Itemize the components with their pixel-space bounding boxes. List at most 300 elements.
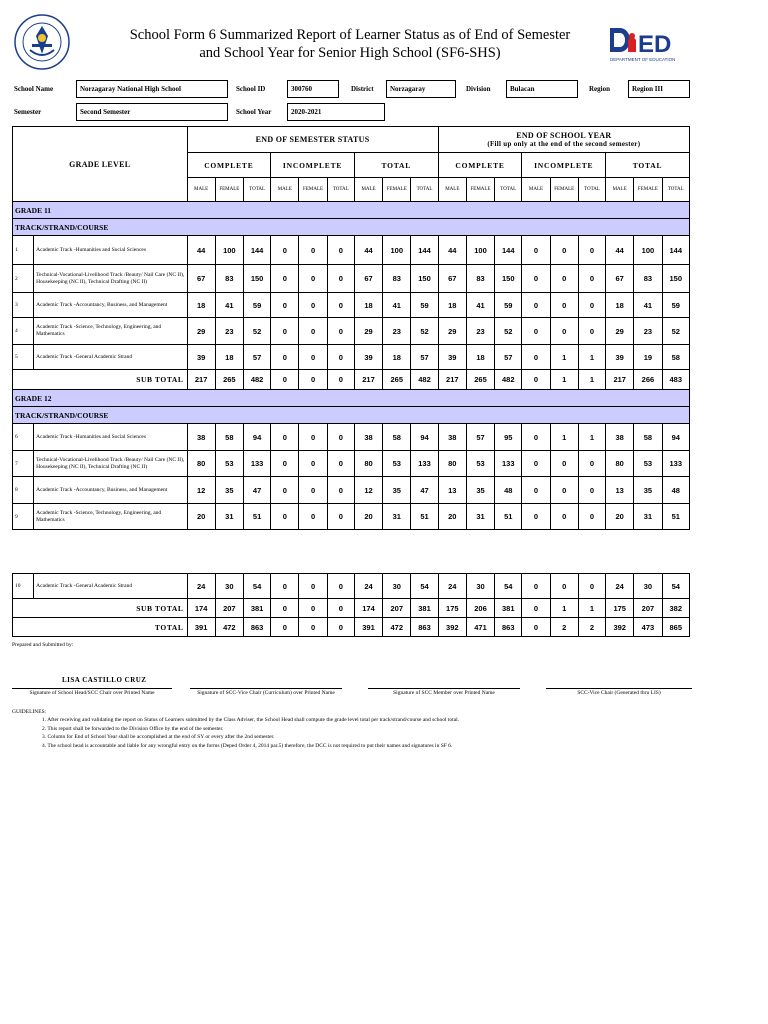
track-name: Academic Track -Humanities and Social Sciences (34, 236, 187, 265)
total-cell: 863 (495, 618, 522, 637)
count-cell[interactable]: 94 (243, 424, 270, 451)
count-cell[interactable]: 80 (354, 451, 382, 477)
count-cell[interactable]: 53 (215, 451, 243, 477)
track-name: Technical-Vocational-Livelihood Track /Beauty/ Nail Care (NC II), Housekeeping (NC II), Technical Drafting (NC II) (34, 265, 187, 293)
total-cell: 207 (383, 599, 411, 618)
count-cell[interactable]: 100 (466, 236, 494, 265)
count-cell[interactable]: 0 (522, 318, 550, 345)
school-id-field[interactable]: 300760 (287, 80, 339, 98)
count-cell[interactable]: 52 (243, 318, 270, 345)
count-cell[interactable]: 0 (299, 293, 327, 318)
count-cell[interactable]: 18 (215, 345, 243, 370)
male-header: MALE (438, 178, 466, 202)
count-cell[interactable]: 100 (634, 236, 662, 265)
row-number: 5 (13, 345, 34, 370)
count-cell[interactable]: 0 (578, 318, 605, 345)
count-cell[interactable]: 0 (550, 236, 578, 265)
total-cell: 0 (271, 370, 299, 390)
count-cell[interactable]: 0 (522, 424, 550, 451)
signatory-name: LISA CASTILLO CRUZ (62, 676, 147, 684)
count-cell[interactable]: 0 (550, 318, 578, 345)
count-cell[interactable]: 20 (438, 504, 466, 530)
count-cell[interactable]: 83 (383, 265, 411, 293)
count-cell[interactable]: 150 (243, 265, 270, 293)
count-cell[interactable]: 38 (354, 424, 382, 451)
guideline-item: 2. This report shall be forwarded to the Division Office by the end of the semester. (42, 725, 224, 732)
count-cell[interactable]: 0 (522, 236, 550, 265)
count-cell[interactable]: 0 (578, 265, 605, 293)
count-cell[interactable]: 20 (187, 504, 215, 530)
count-cell[interactable]: 31 (215, 504, 243, 530)
count-cell[interactable]: 35 (466, 477, 494, 504)
count-cell[interactable]: 1 (578, 345, 605, 370)
total-cell: 0 (271, 618, 299, 637)
count-cell[interactable]: 58 (634, 424, 662, 451)
total-cell: 472 (383, 618, 411, 637)
count-cell[interactable]: 0 (299, 477, 327, 504)
count-cell[interactable]: 83 (215, 265, 243, 293)
total-cell: 217 (438, 370, 466, 390)
count-cell[interactable]: 18 (354, 293, 382, 318)
track-name: Academic Track -Science, Technology, Engineering, and Mathematics (34, 504, 187, 530)
count-cell[interactable]: 0 (299, 318, 327, 345)
total-cell: 265 (215, 370, 243, 390)
count-cell[interactable]: 54 (495, 574, 522, 599)
region-label: Region (589, 85, 610, 93)
count-cell[interactable]: 0 (327, 574, 354, 599)
count-cell[interactable]: 30 (466, 574, 494, 599)
count-cell[interactable]: 39 (187, 345, 215, 370)
total-cell: 207 (215, 599, 243, 618)
count-cell[interactable]: 53 (383, 451, 411, 477)
count-cell[interactable]: 0 (327, 265, 354, 293)
total-cell: 174 (354, 599, 382, 618)
total-header: TOTAL (662, 178, 689, 202)
row-number: 2 (13, 265, 34, 293)
school-year-field[interactable]: 2020-2021 (287, 103, 385, 121)
count-cell[interactable]: 31 (634, 504, 662, 530)
signature-line-3 (368, 688, 520, 689)
count-cell[interactable]: 80 (187, 451, 215, 477)
title-line-1: School Form 6 Summarized Report of Learner Status as of End of Semester (129, 27, 571, 43)
count-cell[interactable]: 0 (578, 504, 605, 530)
count-cell[interactable]: 0 (299, 451, 327, 477)
spacer-row (13, 530, 690, 574)
total-cell: 2 (550, 618, 578, 637)
total-cell: 382 (662, 599, 689, 618)
row-number: 6 (13, 424, 34, 451)
count-cell[interactable]: 41 (215, 293, 243, 318)
logo-subtext: DEPARTMENT OF EDUCATION (610, 57, 676, 62)
count-cell[interactable]: 0 (550, 293, 578, 318)
deped-seal-icon (14, 14, 70, 70)
count-cell[interactable]: 47 (243, 477, 270, 504)
count-cell[interactable]: 100 (383, 236, 411, 265)
count-cell[interactable]: 0 (271, 424, 299, 451)
count-cell[interactable]: 0 (522, 574, 550, 599)
count-cell[interactable]: 0 (578, 236, 605, 265)
total-cell: 1 (550, 599, 578, 618)
count-cell[interactable]: 150 (495, 265, 522, 293)
total-cell: 0 (327, 599, 354, 618)
division-field[interactable]: Bulacan (506, 80, 578, 98)
table-row (13, 293, 690, 318)
total-cell: 473 (634, 618, 662, 637)
count-cell[interactable]: 39 (354, 345, 382, 370)
count-cell[interactable]: 0 (522, 265, 550, 293)
total-cell: 1 (578, 599, 605, 618)
total-cell: 381 (495, 599, 522, 618)
total-cell: 482 (243, 370, 270, 390)
count-cell[interactable]: 48 (662, 477, 689, 504)
count-cell[interactable]: 83 (634, 265, 662, 293)
count-cell[interactable]: 0 (327, 451, 354, 477)
count-cell[interactable]: 80 (438, 451, 466, 477)
district-field[interactable]: Norzagaray (386, 80, 456, 98)
count-cell[interactable]: 0 (327, 504, 354, 530)
count-cell[interactable]: 95 (495, 424, 522, 451)
logo-text: ED (638, 31, 672, 58)
female-header: FEMALE (215, 178, 243, 202)
count-cell[interactable]: 0 (271, 265, 299, 293)
track-name: Academic Track -Humanities and Social Sciences (34, 424, 187, 451)
count-cell[interactable]: 94 (662, 424, 689, 451)
guidelines-list (42, 716, 692, 750)
count-cell[interactable]: 18 (187, 293, 215, 318)
count-cell[interactable]: 0 (327, 477, 354, 504)
total-cell: 0 (522, 370, 550, 390)
table-row (13, 504, 690, 530)
signature-line-4 (546, 688, 692, 689)
count-cell[interactable]: 0 (299, 236, 327, 265)
table-row (13, 265, 690, 293)
count-cell[interactable]: 57 (466, 424, 494, 451)
count-cell[interactable]: 39 (606, 345, 634, 370)
count-cell[interactable]: 0 (522, 451, 550, 477)
grade-12-subtotal-row-label: SUB TOTAL (13, 599, 188, 618)
count-cell[interactable]: 144 (495, 236, 522, 265)
count-cell[interactable]: 48 (495, 477, 522, 504)
count-cell[interactable]: 144 (411, 236, 438, 265)
count-cell[interactable]: 20 (606, 504, 634, 530)
row-number: 10 (13, 574, 34, 599)
signature-caption-2: Signature of SCC-Vice Chair (Curriculum) over Printed Name (197, 690, 335, 696)
count-cell[interactable]: 30 (215, 574, 243, 599)
region-field[interactable]: Region III (628, 80, 690, 98)
signature-caption-4: SCC-Vice Chair (Generated thru LIS) (577, 690, 661, 696)
count-cell[interactable]: 67 (354, 265, 382, 293)
total-cell: 175 (438, 599, 466, 618)
count-cell[interactable]: 144 (662, 236, 689, 265)
guideline-item: 3. Column for End of School Year shall be accomplished at the end of SY or every after the 2nd semester. (42, 734, 275, 740)
count-cell[interactable]: 41 (634, 293, 662, 318)
total-cell: 217 (354, 370, 382, 390)
count-cell[interactable]: 67 (187, 265, 215, 293)
sy-complete-header: COMPLETE (438, 153, 522, 178)
count-cell[interactable]: 0 (299, 574, 327, 599)
count-cell[interactable]: 0 (271, 451, 299, 477)
count-cell[interactable]: 133 (243, 451, 270, 477)
count-cell[interactable]: 52 (495, 318, 522, 345)
count-cell[interactable]: 52 (662, 318, 689, 345)
count-cell[interactable]: 53 (634, 451, 662, 477)
grand-total-row (13, 618, 690, 637)
table-row (13, 345, 690, 370)
count-cell[interactable]: 44 (354, 236, 382, 265)
count-cell[interactable]: 0 (299, 345, 327, 370)
count-cell[interactable]: 35 (634, 477, 662, 504)
count-cell[interactable]: 18 (606, 293, 634, 318)
male-header: MALE (354, 178, 382, 202)
count-cell[interactable]: 18 (383, 345, 411, 370)
count-cell[interactable]: 38 (438, 424, 466, 451)
count-cell[interactable]: 30 (383, 574, 411, 599)
count-cell[interactable]: 133 (411, 451, 438, 477)
count-cell[interactable]: 0 (271, 236, 299, 265)
count-cell[interactable]: 1 (550, 424, 578, 451)
semester-label: Semester (14, 108, 42, 116)
row-number: 1 (13, 236, 34, 265)
count-cell[interactable]: 41 (383, 293, 411, 318)
total-cell: 174 (187, 599, 215, 618)
count-cell[interactable]: 39 (438, 345, 466, 370)
total-cell: 381 (411, 599, 438, 618)
count-cell[interactable]: 80 (606, 451, 634, 477)
count-cell[interactable]: 0 (271, 318, 299, 345)
count-cell[interactable]: 13 (438, 477, 466, 504)
count-cell[interactable]: 59 (411, 293, 438, 318)
table-row (13, 424, 690, 451)
count-cell[interactable]: 35 (383, 477, 411, 504)
count-cell[interactable]: 0 (271, 477, 299, 504)
count-cell[interactable]: 29 (606, 318, 634, 345)
count-cell[interactable]: 0 (299, 424, 327, 451)
total-cell: 265 (383, 370, 411, 390)
count-cell[interactable]: 0 (522, 293, 550, 318)
count-cell[interactable]: 0 (550, 265, 578, 293)
count-cell[interactable]: 51 (662, 504, 689, 530)
count-cell[interactable]: 29 (187, 318, 215, 345)
count-cell[interactable]: 0 (271, 345, 299, 370)
total-cell: 0 (522, 618, 550, 637)
count-cell[interactable]: 0 (271, 504, 299, 530)
total-cell: 1 (550, 370, 578, 390)
count-cell[interactable]: 58 (215, 424, 243, 451)
deped-logo (606, 24, 690, 64)
count-cell[interactable]: 44 (606, 236, 634, 265)
count-cell[interactable]: 100 (215, 236, 243, 265)
total-cell: 0 (299, 599, 327, 618)
guideline-item: 4. The school head is accountable and liable for any wrongful entry on the forms (Deped Order 4, 2014 par.5) therefore, the DCC is not required to put their names and signatures in SF 6. (42, 742, 453, 749)
grade-12-subtotal-row (13, 599, 690, 618)
track-name: Technical-Vocational-Livelihood Track /Beauty/ Nail Care (NC II), Housekeeping (NC II), Technical Drafting (NC II) (34, 451, 187, 477)
female-header: FEMALE (466, 178, 494, 202)
total-cell: 1 (578, 370, 605, 390)
total-header: TOTAL (327, 178, 354, 202)
school-name-field[interactable]: Norzagaray National High School (76, 80, 228, 98)
count-cell[interactable]: 133 (662, 451, 689, 477)
count-cell[interactable]: 18 (438, 293, 466, 318)
total-cell: 0 (327, 618, 354, 637)
count-cell[interactable]: 0 (299, 265, 327, 293)
count-cell[interactable]: 83 (466, 265, 494, 293)
grade-11-subtotal-row-label: SUB TOTAL (13, 370, 188, 390)
female-header: FEMALE (299, 178, 327, 202)
row-number: 3 (13, 293, 34, 318)
total-cell: 865 (662, 618, 689, 637)
count-cell[interactable]: 0 (578, 574, 605, 599)
row-number: 7 (13, 451, 34, 477)
count-cell[interactable]: 23 (383, 318, 411, 345)
total-cell: 483 (662, 370, 689, 390)
track-name: Academic Track -General Academic Strand (34, 345, 187, 370)
count-cell[interactable]: 23 (634, 318, 662, 345)
count-cell[interactable]: 0 (578, 477, 605, 504)
semester-field[interactable]: Second Semester (76, 103, 228, 121)
count-cell[interactable]: 0 (327, 345, 354, 370)
total-cell: 217 (187, 370, 215, 390)
total-cell: 2 (578, 618, 605, 637)
count-cell[interactable]: 144 (243, 236, 270, 265)
count-cell[interactable]: 24 (187, 574, 215, 599)
count-cell[interactable]: 0 (271, 574, 299, 599)
count-cell[interactable]: 53 (466, 451, 494, 477)
count-cell[interactable]: 67 (606, 265, 634, 293)
count-cell[interactable]: 18 (466, 345, 494, 370)
count-cell[interactable]: 31 (383, 504, 411, 530)
track-name: Academic Track -Accountancy, Business, and Management (34, 293, 187, 318)
count-cell[interactable]: 0 (327, 293, 354, 318)
row-number: 4 (13, 318, 34, 345)
count-cell[interactable]: 24 (606, 574, 634, 599)
count-cell[interactable]: 24 (438, 574, 466, 599)
male-header: MALE (187, 178, 215, 202)
count-cell[interactable]: 58 (662, 345, 689, 370)
count-cell[interactable]: 47 (411, 477, 438, 504)
count-cell[interactable]: 0 (327, 424, 354, 451)
count-cell[interactable]: 12 (187, 477, 215, 504)
count-cell[interactable]: 57 (411, 345, 438, 370)
count-cell[interactable]: 20 (354, 504, 382, 530)
count-cell[interactable]: 51 (411, 504, 438, 530)
total-cell: 0 (522, 599, 550, 618)
count-cell[interactable]: 41 (466, 293, 494, 318)
district-label: District (351, 85, 374, 93)
count-cell[interactable]: 54 (411, 574, 438, 599)
count-cell[interactable]: 30 (634, 574, 662, 599)
total-header: TOTAL (578, 178, 605, 202)
count-cell[interactable]: 0 (550, 574, 578, 599)
count-cell[interactable]: 0 (550, 451, 578, 477)
count-cell[interactable]: 38 (187, 424, 215, 451)
count-cell[interactable]: 35 (215, 477, 243, 504)
total-cell: 472 (215, 618, 243, 637)
count-cell[interactable]: 0 (550, 477, 578, 504)
count-cell[interactable]: 52 (411, 318, 438, 345)
form-title (100, 26, 600, 62)
count-cell[interactable]: 12 (354, 477, 382, 504)
count-cell[interactable]: 44 (187, 236, 215, 265)
count-cell[interactable]: 13 (606, 477, 634, 504)
count-cell[interactable]: 0 (522, 345, 550, 370)
count-cell[interactable]: 150 (411, 265, 438, 293)
end-of-sy-label: END OF SCHOOL YEAR (516, 131, 612, 140)
count-cell[interactable]: 23 (215, 318, 243, 345)
prepared-by-label: Prepared and Submitted by: (12, 642, 74, 648)
count-cell[interactable]: 0 (522, 477, 550, 504)
count-cell[interactable]: 0 (271, 293, 299, 318)
count-cell[interactable]: 150 (662, 265, 689, 293)
table-row (13, 318, 690, 345)
sem-incomplete-header: INCOMPLETE (271, 153, 355, 178)
total-header: TOTAL (411, 178, 438, 202)
count-cell[interactable]: 0 (578, 451, 605, 477)
sy-incomplete-header: INCOMPLETE (522, 153, 606, 178)
track-name: Academic Track -General Academic Strand (34, 574, 187, 599)
title-line-2: and School Year for Senior High School (SF6-SHS) (199, 45, 501, 61)
count-cell[interactable]: 58 (383, 424, 411, 451)
count-cell[interactable]: 29 (438, 318, 466, 345)
total-cell: 0 (299, 618, 327, 637)
count-cell[interactable]: 57 (495, 345, 522, 370)
count-cell[interactable]: 23 (466, 318, 494, 345)
total-cell: 471 (466, 618, 494, 637)
division-label: Division (466, 85, 491, 93)
count-cell[interactable]: 19 (634, 345, 662, 370)
end-of-school-year-header (438, 127, 689, 153)
count-cell[interactable]: 59 (662, 293, 689, 318)
count-cell[interactable]: 31 (466, 504, 494, 530)
count-cell[interactable]: 1 (550, 345, 578, 370)
count-cell[interactable]: 1 (578, 424, 605, 451)
count-cell[interactable]: 0 (327, 236, 354, 265)
count-cell[interactable]: 54 (662, 574, 689, 599)
count-cell[interactable]: 59 (495, 293, 522, 318)
total-cell: 391 (354, 618, 382, 637)
sy-total-header: TOTAL (606, 153, 690, 178)
count-cell[interactable]: 0 (299, 504, 327, 530)
count-cell[interactable]: 0 (578, 293, 605, 318)
female-header: FEMALE (634, 178, 662, 202)
count-cell[interactable]: 57 (243, 345, 270, 370)
guideline-item: 1. After receiving and validating the report on Status of Learners submitted by the Class Adviser, the School Head shall compute the grade level total per track/strand/course and school total. (42, 717, 460, 723)
count-cell[interactable]: 44 (438, 236, 466, 265)
total-cell: 175 (606, 599, 634, 618)
count-cell[interactable]: 59 (243, 293, 270, 318)
count-cell[interactable]: 24 (354, 574, 382, 599)
count-cell[interactable]: 0 (550, 504, 578, 530)
count-cell[interactable]: 67 (438, 265, 466, 293)
total-cell: 0 (327, 370, 354, 390)
count-cell[interactable]: 29 (354, 318, 382, 345)
total-cell: 0 (271, 599, 299, 618)
count-cell[interactable]: 38 (606, 424, 634, 451)
grade-11-subtotal-row (13, 370, 690, 390)
count-cell[interactable]: 51 (243, 504, 270, 530)
count-cell[interactable]: 51 (495, 504, 522, 530)
grade-12-band: GRADE 12 (13, 390, 690, 407)
count-cell[interactable]: 54 (243, 574, 270, 599)
count-cell[interactable]: 94 (411, 424, 438, 451)
male-header: MALE (606, 178, 634, 202)
sem-complete-header: COMPLETE (187, 153, 271, 178)
school-id-label: School ID (236, 85, 266, 93)
count-cell[interactable]: 0 (327, 318, 354, 345)
count-cell[interactable]: 0 (522, 504, 550, 530)
count-cell[interactable]: 133 (495, 451, 522, 477)
female-header: FEMALE (383, 178, 411, 202)
grand-total-row-label: TOTAL (13, 618, 188, 637)
